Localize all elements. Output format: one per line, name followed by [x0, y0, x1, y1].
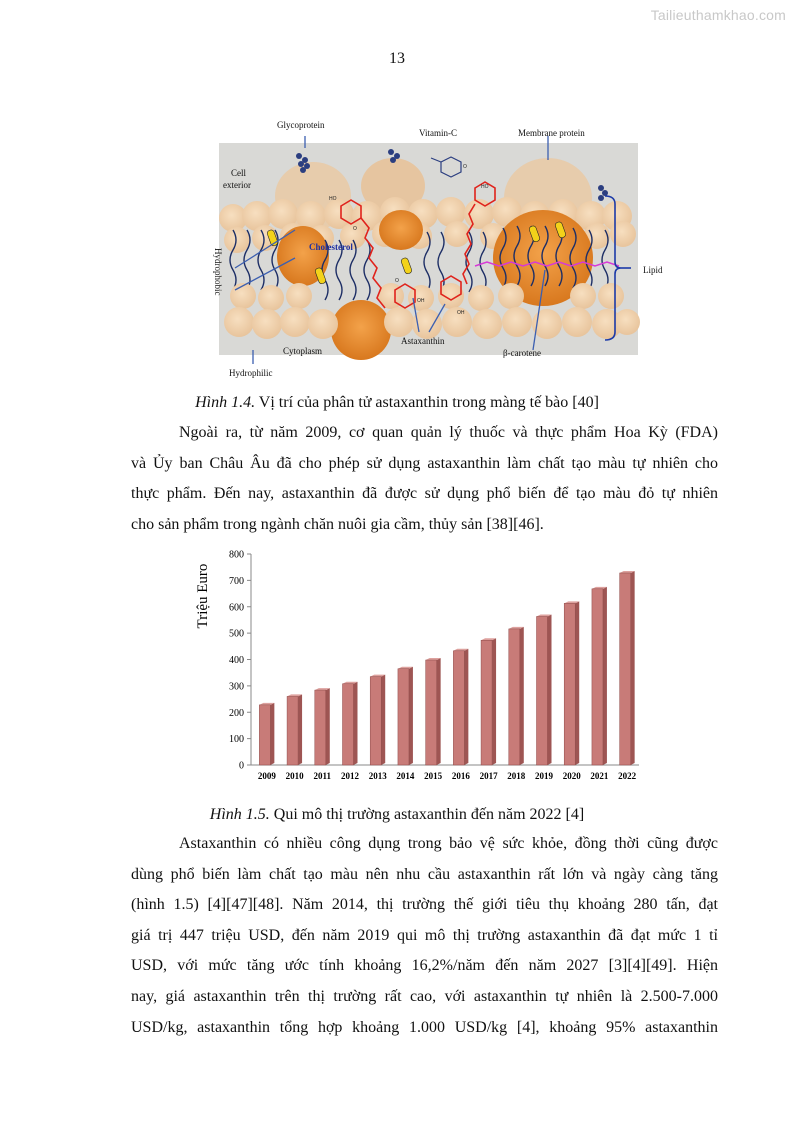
- bar-side: [603, 587, 607, 765]
- x-tick-label: 2016: [451, 771, 470, 781]
- paragraph-1-line: cho sản phẩm trong ngành chăn nuôi gia cầm, thủy sản [38][46].: [131, 515, 544, 533]
- bar: [537, 617, 548, 765]
- label-membrane-protein: Membrane protein: [518, 128, 585, 138]
- svg-text:HO: HO: [481, 184, 489, 190]
- bar-side: [548, 615, 552, 765]
- label-glycoprotein: Glycoprotein: [277, 120, 325, 130]
- label-cytoplasm: Cytoplasm: [283, 346, 323, 356]
- bar-side: [575, 601, 579, 765]
- bar-side: [381, 675, 385, 765]
- y-tick-label: 100: [229, 734, 244, 746]
- bar-side: [492, 638, 496, 765]
- chart-y-axis-label: Triệu Euro: [195, 563, 211, 629]
- y-tick-label: 400: [229, 655, 244, 666]
- x-tick-label: 2021: [590, 771, 609, 781]
- bar: [426, 660, 437, 765]
- x-tick-label: 2009: [257, 771, 276, 781]
- svg-text:OH: OH: [457, 310, 465, 316]
- x-tick-label: 2011: [313, 771, 332, 781]
- bar-side: [437, 658, 441, 765]
- bar-side: [464, 649, 468, 765]
- bar: [481, 640, 492, 765]
- svg-text:HO: HO: [329, 196, 337, 202]
- x-tick-label: 2020: [562, 771, 581, 781]
- y-tick-label: 200: [229, 707, 244, 719]
- bar-side: [270, 703, 274, 765]
- bar: [315, 690, 326, 765]
- svg-text:O: O: [463, 164, 467, 170]
- paragraph-1-line: và Ủy ban Châu Âu đã cho phép sử dụng astaxanthin làm chất tạo màu tự nhiên cho: [131, 454, 718, 472]
- y-tick-label: 800: [229, 549, 244, 561]
- paragraph-2-line: USD, với mức tăng ước tính khoảng 16,2%/năm đến năm 2027 [3][4][49]. Hiện: [131, 957, 718, 975]
- svg-text:O: O: [353, 226, 357, 232]
- x-tick-label: 2012: [341, 771, 359, 781]
- x-tick-label: 2015: [424, 771, 443, 781]
- label-cell-exterior-2: exterior: [223, 180, 251, 190]
- y-tick-label: 300: [229, 681, 244, 693]
- bar-side: [326, 688, 330, 765]
- bar-side: [354, 682, 358, 765]
- label-astaxanthin: Astaxanthin: [401, 336, 445, 346]
- bar: [564, 603, 575, 765]
- paragraph-1: [131, 418, 718, 540]
- svg-text:O: O: [395, 278, 399, 284]
- figure2-caption-label: Hình 1.5.: [209, 806, 270, 823]
- paragraph-1-line: thực phẩm. Đến nay, astaxanthin đã được sử dụng phổ biến để tạo màu đỏ tự nhiên: [131, 485, 718, 503]
- bar-side: [298, 694, 302, 765]
- x-tick-label: 2019: [535, 771, 553, 781]
- bar: [287, 696, 298, 765]
- figure1-caption-label: Hình 1.4.: [195, 394, 256, 411]
- bar: [343, 684, 354, 765]
- paragraph-2-line: (hình 1.5) [4][47][48]. Năm 2014, thị trường thế giới tiêu thụ khoảng 280 tấn, đạt: [131, 896, 718, 914]
- x-tick-label: 2013: [368, 771, 387, 781]
- bar-side: [631, 571, 635, 765]
- bar: [620, 573, 631, 765]
- membrane-diagram: [213, 118, 673, 386]
- figure1-caption: [0, 394, 794, 412]
- label-lipid: Lipid: [643, 265, 663, 275]
- paragraph-2-line: giá trị 447 triệu USD, đến năm 2019 qui mô thị trường astaxanthin đã đạt mức 1 tỉ: [131, 926, 718, 944]
- paragraph-2: [131, 829, 718, 1043]
- x-tick-label: 2014: [396, 771, 415, 781]
- paragraph-2-line: nay, giá astaxanthin trên thị trường rất cao, với astaxanthin tự nhiên là 2.500-7.000: [131, 987, 718, 1005]
- y-tick-label: 700: [229, 575, 244, 587]
- bar: [370, 677, 381, 765]
- bar: [453, 651, 464, 765]
- bar-side: [520, 627, 524, 765]
- figure2-caption: [0, 806, 794, 824]
- bar: [592, 589, 603, 765]
- bar: [509, 629, 520, 765]
- figure2-caption-text: Qui mô thị trường astaxanthin đến năm 2022 [4]: [269, 806, 585, 823]
- protein-bottom: [331, 300, 391, 360]
- paragraph-1-line: Ngoài ra, từ năm 2009, cơ quan quản lý thuốc và thực phẩm Hoa Kỳ (FDA): [179, 424, 718, 441]
- x-tick-label: 2017: [479, 771, 498, 781]
- x-tick-label: 2022: [618, 771, 637, 781]
- protein-center: [379, 210, 423, 250]
- paragraph-2-line: dùng phổ biến làm chất tạo màu nên nhu cầu astaxanthin rất lớn và ngày càng tăng: [131, 865, 718, 883]
- bar-side: [409, 667, 413, 765]
- svg-text:OH: OH: [417, 298, 425, 304]
- y-tick-label: 0: [239, 760, 244, 772]
- label-hydrophobic: Hydrophobic: [213, 248, 223, 296]
- paragraph-2-line: USD/kg, astaxanthin tổng hợp khoảng 1.000 USD/kg [4], khoảng 95% astaxanthin: [131, 1018, 718, 1036]
- label-hydrophilic: Hydrophilic: [229, 368, 273, 378]
- label-cholesterol: Cholesterol: [309, 242, 353, 252]
- label-beta-carotene: β-carotene: [503, 348, 542, 358]
- figure1-caption-text: Vị trí của phân tử astaxanthin trong màng tế bào [40]: [255, 394, 599, 411]
- x-tick-label: 2018: [507, 771, 526, 781]
- bar: [259, 705, 270, 765]
- x-tick-label: 2010: [285, 771, 304, 781]
- y-tick-label: 500: [229, 628, 244, 640]
- label-vitamin-c: Vitamin-C: [419, 128, 457, 138]
- watermark: Tailieuthamkhao.com: [650, 7, 786, 23]
- label-cell-exterior-1: Cell: [231, 168, 246, 178]
- bar: [398, 669, 409, 765]
- market-size-chart: [185, 544, 645, 790]
- y-tick-label: 600: [229, 602, 244, 614]
- page-number: 13: [389, 50, 405, 67]
- paragraph-2-line: Astaxanthin có nhiều công dụng trong bảo vệ sức khỏe, đồng thời cũng được: [179, 835, 718, 852]
